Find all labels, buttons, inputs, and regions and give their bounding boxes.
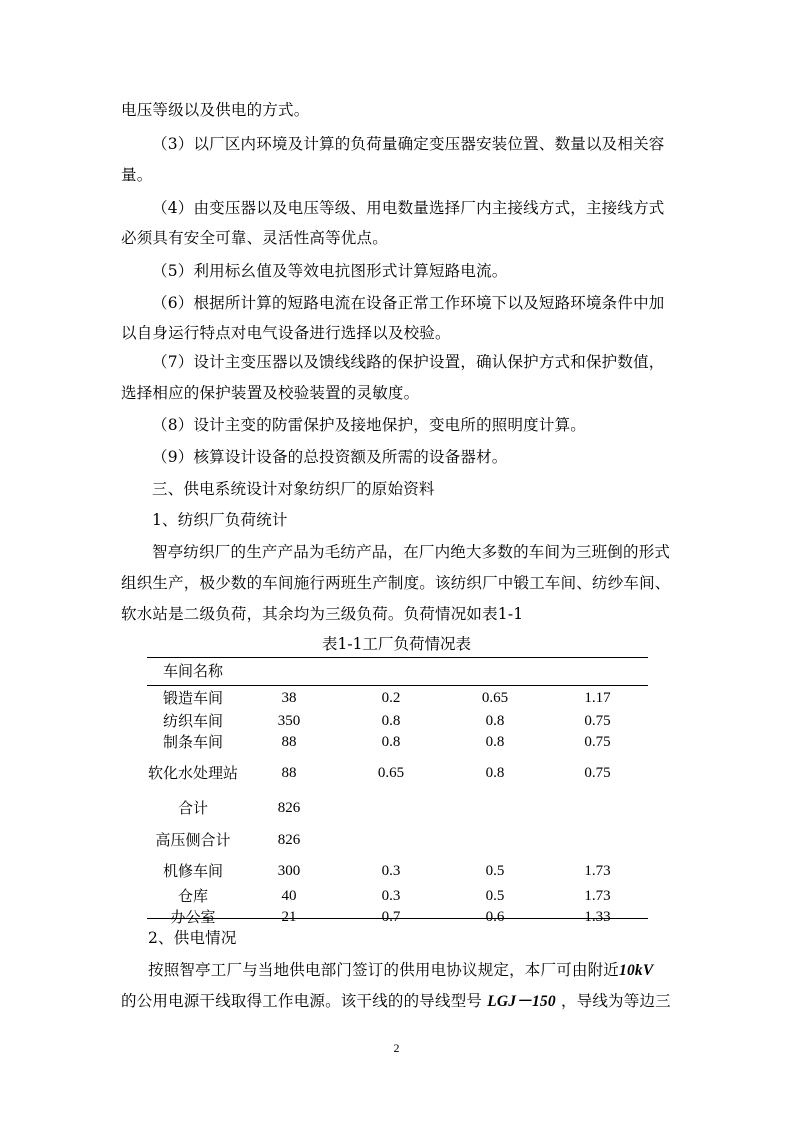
conductor-formula: LGJ－150 xyxy=(487,993,556,1010)
paragraph-line-10: 选择相应的保护装置及校验装置的灵敏度。 xyxy=(121,384,420,402)
table-cell: 仓库 xyxy=(177,886,208,905)
header-cell: 车间名称 xyxy=(162,662,223,680)
paragraph-line-9: （7）设计主变压器以及馈线线路的保护设置，确认保护方式和保护数值， xyxy=(152,353,665,371)
table-cell: 300 xyxy=(277,863,301,879)
load-table xyxy=(147,657,648,928)
voltage-formula: 10kV xyxy=(619,962,654,979)
subsection-heading-2: 2、供电情况 xyxy=(148,929,237,947)
table-cell: 0.2 xyxy=(381,689,401,706)
table-cell: 0.75 xyxy=(584,734,611,750)
table-cell: 1.73 xyxy=(584,863,611,879)
table-cell: 1.33 xyxy=(584,909,611,925)
table-cell: 纺织车间 xyxy=(162,711,223,730)
paragraph-line-4: （4）由变压器以及电压等级、用电数量选择厂内主接线方式，主接线方式 xyxy=(152,199,665,217)
table-cell: 350 xyxy=(277,712,301,729)
header-cell xyxy=(339,657,443,685)
table-cell: 制条车间 xyxy=(162,733,223,751)
table-row xyxy=(147,885,648,906)
header-cell xyxy=(239,657,339,685)
table-cell: 锻造车间 xyxy=(162,688,223,707)
table-cell: 0.3 xyxy=(381,863,401,879)
table-cell: 826 xyxy=(277,800,301,816)
power-text-1: 按照智亭工厂与当地供电部门签订的供用电协议规定，本厂可由附近 xyxy=(148,961,620,979)
table-row xyxy=(147,857,648,885)
table-cell: 合计 xyxy=(177,799,208,817)
table-cell: 0.5 xyxy=(485,887,505,904)
table-cell: 826 xyxy=(277,832,301,848)
table-caption: 表1-1工厂负荷情况表 xyxy=(322,635,471,653)
table-cell: 38 xyxy=(281,689,297,706)
header-cell xyxy=(443,657,547,685)
header-cell xyxy=(547,657,648,685)
page-number: 2 xyxy=(393,1041,400,1055)
table-row xyxy=(147,823,648,857)
table-cell: 0.65 xyxy=(481,689,509,706)
table-cell: 软化水处理站 xyxy=(147,764,238,782)
table-cell: 88 xyxy=(281,765,297,781)
paragraph-line-1: 电压等级以及供电的方式。 xyxy=(121,101,310,119)
table-cell: 0.8 xyxy=(485,712,505,729)
table-row xyxy=(147,906,648,928)
table-cell: 40 xyxy=(281,887,297,904)
table-row xyxy=(147,710,648,731)
paragraph-line-5: 必须具有安全可靠、灵活性高等优点。 xyxy=(121,229,388,247)
power-text-2: 的公用电源干线取得工作电源。该干线的的导线型号 xyxy=(121,992,483,1010)
paragraph-line-17: 软水站是二级负荷，其余均为三级负荷。负荷情况如表1-1 xyxy=(121,605,524,623)
subsection-heading-1: 1、纺织厂负荷统计 xyxy=(152,511,288,529)
table-cell: 0.8 xyxy=(485,734,505,750)
table-cell: 0.65 xyxy=(377,765,405,781)
paragraph-line-8: 以自身运行特点对电气设备进行选择以及校验。 xyxy=(121,324,451,342)
paragraph-line-power-1 xyxy=(148,960,653,981)
paragraph-line-15: 智亭纺织厂的生产产品为毛纺产品，在厂内绝大多数的车间为三班倒的形式 xyxy=(152,543,671,561)
table-header-row xyxy=(147,657,648,685)
table-cell: 1.73 xyxy=(584,887,611,904)
table-cell: 0.8 xyxy=(381,712,401,729)
table-cell xyxy=(339,793,443,823)
table-row xyxy=(147,731,648,753)
paragraph-line-7: （6）根据所计算的短路电流在设备正常工作环境下以及短路环境条件中加 xyxy=(152,294,665,312)
table-row xyxy=(147,753,648,793)
paragraph-line-2: （3）以厂区内环境及计算的负荷量确定变压器安装位置、数量以及相关容 xyxy=(152,135,665,153)
table-row xyxy=(147,793,648,823)
table-cell: 0.5 xyxy=(485,863,505,879)
paragraph-line-11: （8）设计主变的防雷保护及接地保护，变电所的照明度计算。 xyxy=(152,416,586,434)
table-cell: 0.8 xyxy=(485,765,505,781)
table-cell xyxy=(547,793,648,823)
table-cell xyxy=(443,793,547,823)
table-cell: 0.6 xyxy=(485,909,505,925)
table-cell: 88 xyxy=(281,734,297,750)
table-cell: 0.8 xyxy=(381,734,401,750)
paragraph-line-12: （9）核算设计设备的总投资额及所需的设备器材。 xyxy=(152,448,508,466)
power-text-3: ，导线为等边三 xyxy=(560,992,671,1010)
paragraph-line-16: 组织生产，极少数的车间施行两班生产制度。该纺织厂中锻工车间、纺纱车间、 xyxy=(121,574,671,592)
table-cell xyxy=(547,823,648,857)
table-cell xyxy=(443,823,547,857)
paragraph-line-power-2 xyxy=(121,991,671,1012)
table-cell xyxy=(339,823,443,857)
table-cell: 高压侧合计 xyxy=(155,831,231,849)
table-row xyxy=(147,685,648,710)
table-cell: 1.17 xyxy=(584,689,611,706)
table-cell: 0.3 xyxy=(381,887,401,904)
table-cell: 机修车间 xyxy=(162,862,223,880)
section-heading-3: 三、供电系统设计对象纺织厂的原始资料 xyxy=(152,480,435,498)
table-cell: 0.75 xyxy=(584,712,611,729)
paragraph-line-3: 量。 xyxy=(121,166,153,184)
table-cell: 办公室 xyxy=(170,908,216,926)
table-cell: 0.7 xyxy=(381,909,401,925)
paragraph-line-6: （5）利用标幺值及等效电抗图形式计算短路电流。 xyxy=(152,262,508,280)
table-cell: 0.75 xyxy=(584,765,611,781)
table-cell: 21 xyxy=(281,909,297,925)
